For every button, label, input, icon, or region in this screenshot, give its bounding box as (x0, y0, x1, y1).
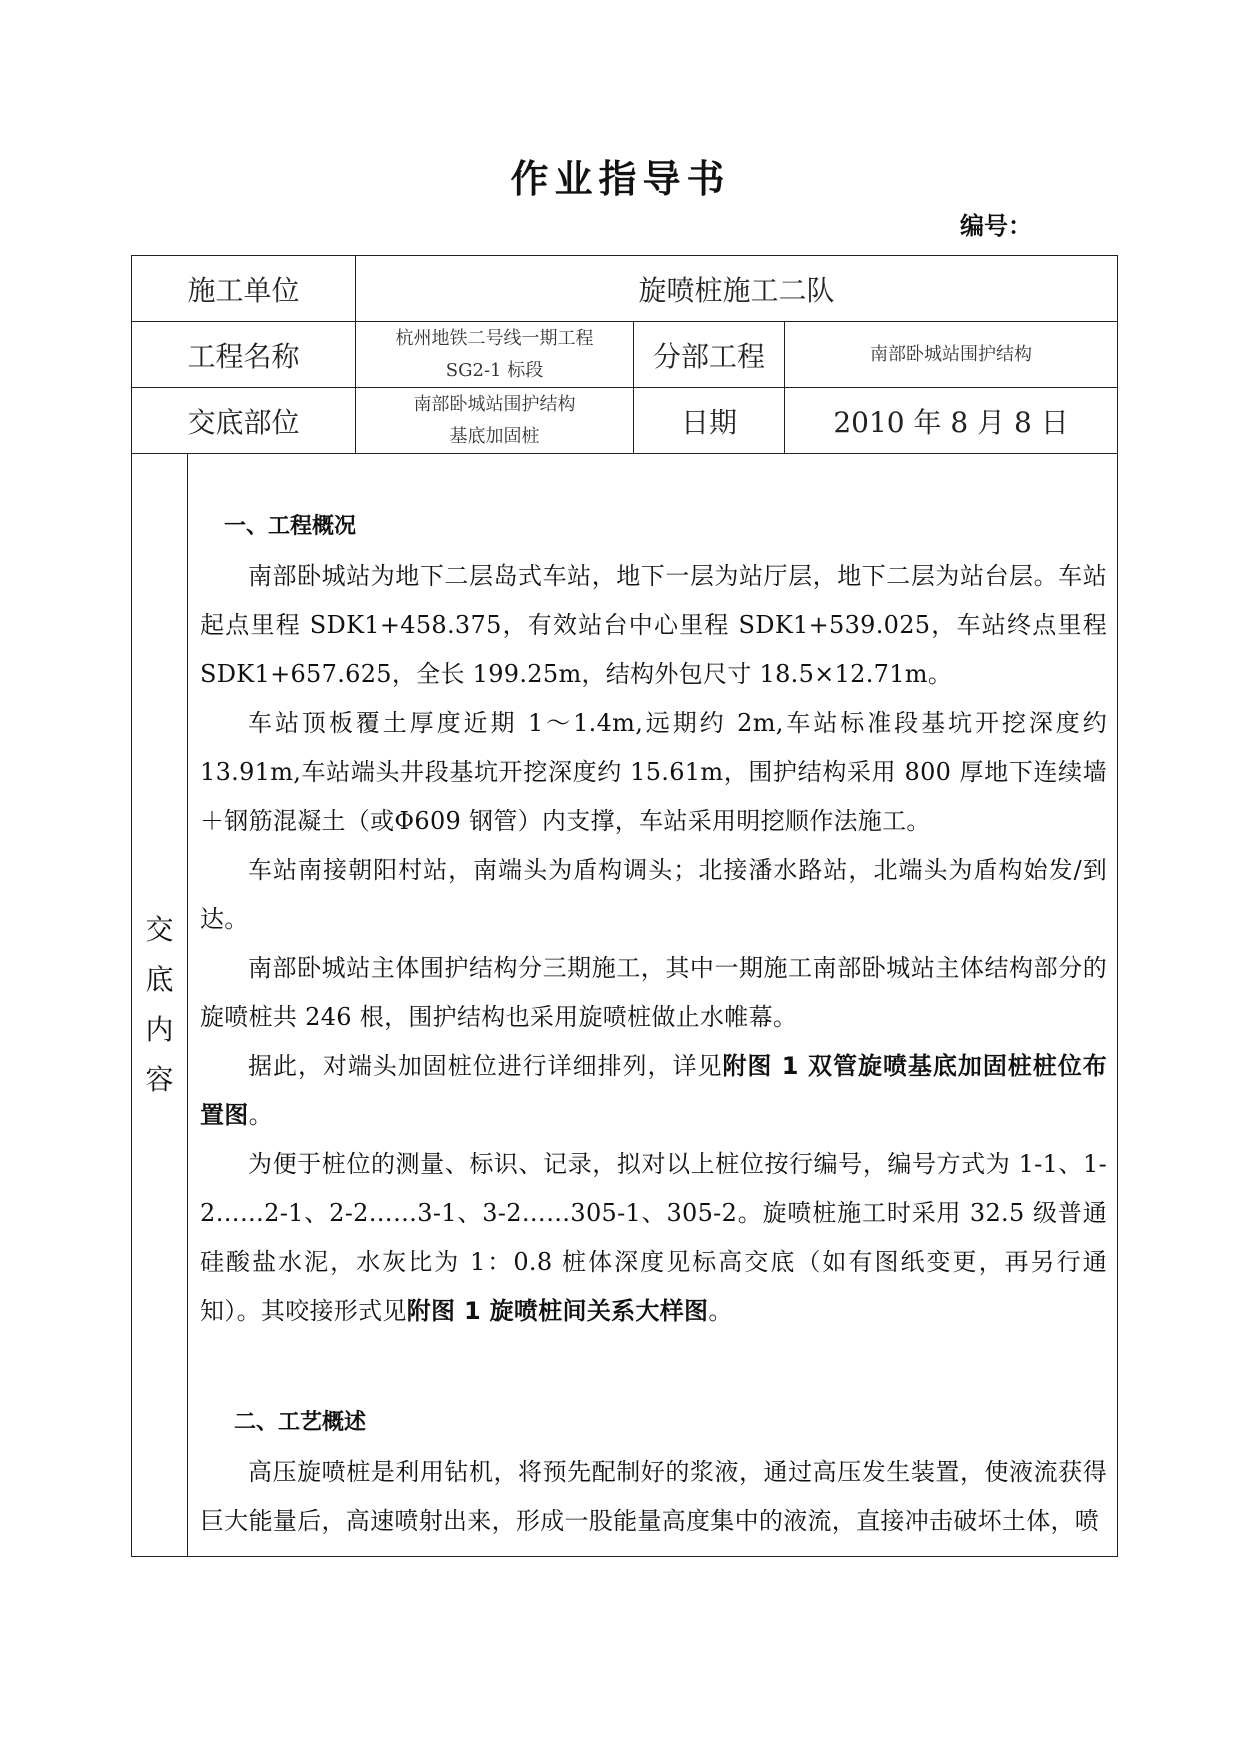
row-handover-content (132, 454, 1118, 1557)
row-construction-unit (132, 256, 1118, 322)
construction-unit-label: 施工单位 (132, 256, 356, 322)
paragraph-adjacent-stations: 车站南接朝阳村站，南端头为盾构调头；北接潘水路站，北端头为盾构始发/到达。 (200, 856, 1108, 933)
project-name-line2: SG2-1 标段 (445, 359, 544, 381)
paragraph-station-overview: 南部卧城站为地下二层岛式车站，地下一层为站厅层，地下二层为站台层。车站起点里程 SDK1+458.375，有效站台中心里程 SDK1+539.025，车站终点里程 SDK1+657.625，全长 199.25m，结构外包尺寸 18.5×12.71m。 (200, 562, 1108, 688)
section-heading-overview: 一、工程概况 (224, 514, 357, 539)
project-name-value (356, 322, 634, 388)
instruction-form-table (131, 255, 1118, 1557)
section-heading-process: 二、工艺概述 (234, 1410, 367, 1435)
pile-layout-text: 据此，对端头加固桩位进行详细排列，详见 (248, 1052, 723, 1080)
content-label-char: 底 (145, 963, 174, 996)
construction-unit-value: 旋喷桩施工二队 (356, 256, 1118, 322)
content-label-char: 交 (145, 913, 174, 946)
handover-content-body (188, 454, 1118, 1557)
pile-detail-figure-ref: 附图 1 旋喷桩间关系大样图 (406, 1297, 709, 1325)
pile-layout-period: 。 (248, 1101, 273, 1129)
pile-numbering-text: 为便于桩位的测量、标识、记录，拟对以上桩位按行编号，编号方式为 1-1、1-2……2-1、2-2……3-1、3-2……305-1、305-2。旋喷桩施工时采用 32.5 级普通硅酸盐水泥，水灰比为 1：0.8 桩体深度见标高交底（如有图纸变更，再另行通知）。其咬接形式见 (200, 1150, 1108, 1325)
document-title: 作业指导书 (510, 157, 731, 201)
paragraph-pile-count: 南部卧城站主体围护结构分三期施工，其中一期施工南部卧城站主体结构部分的旋喷桩共 246 根，围护结构也采用旋喷桩做止水帷幕。 (200, 954, 1108, 1031)
handover-location-line2: 基底加固桩 (449, 425, 540, 447)
subproject-label: 分部工程 (634, 322, 785, 388)
handover-location-value (356, 388, 634, 454)
row-handover-location (132, 388, 1118, 454)
paragraph-pile-numbering (200, 1140, 1107, 1336)
subproject-value: 南部卧城站围护结构 (785, 322, 1118, 388)
row-project-name (132, 322, 1118, 388)
paragraph-pile-layout (200, 1042, 1107, 1140)
project-name-label: 工程名称 (132, 322, 356, 388)
handover-location-line1: 南部卧城站围护结构 (413, 393, 576, 415)
project-name-line1: 杭州地铁二号线一期工程 (395, 327, 594, 349)
document-number-label: 编号： (960, 212, 1032, 240)
handover-location-label: 交底部位 (132, 388, 356, 454)
content-label-char: 容 (145, 1063, 174, 1096)
handover-content-label (132, 454, 188, 1557)
paragraph-process-description: 高压旋喷桩是利用钻机，将预先配制好的浆液，通过高压发生装置，使液流获得巨大能量后，高速喷射出来，形成一股能量高度集中的液流，直接冲击破坏土体，喷 (200, 1458, 1108, 1535)
paragraph-excavation-depth: 车站顶板覆土厚度近期 1～1.4m,远期约 2m,车站标准段基坑开挖深度约 13.91m,车站端头井段基坑开挖深度约 15.61m，围护结构采用 800 厚地下连续墙＋钢筋混凝土（或Φ609 钢管）内支撑，车站采用明挖顺作法施工。 (200, 709, 1108, 835)
date-label: 日期 (634, 388, 785, 454)
pile-numbering-period: 。 (708, 1297, 733, 1325)
pile-layout-figure-ref: 附图 1 双管旋喷基底加固桩桩位布置图 (200, 1052, 1108, 1129)
content-label-char: 内 (145, 1013, 174, 1046)
date-value: 2010 年 8 月 8 日 (785, 388, 1118, 454)
